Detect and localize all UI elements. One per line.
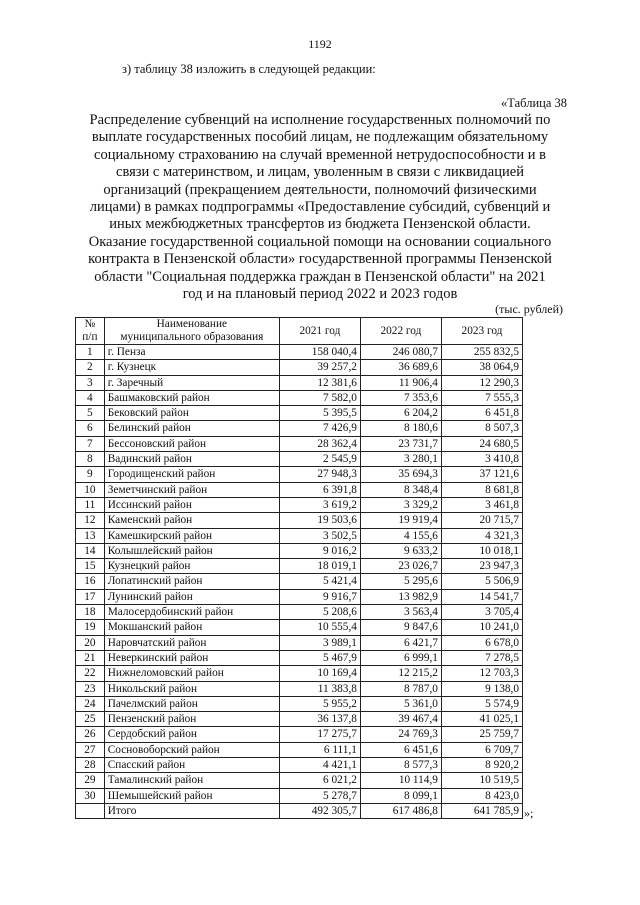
- value-2022: 9 847,6: [360, 620, 441, 635]
- value-2023: 10 018,1: [441, 543, 522, 558]
- value-2023: 38 064,9: [441, 360, 522, 375]
- value-2023: 24 680,5: [441, 436, 522, 451]
- row-number: 23: [76, 681, 105, 696]
- value-2022: 9 633,2: [360, 543, 441, 558]
- value-2023: 255 832,5: [441, 345, 522, 360]
- table-row: [76, 742, 523, 757]
- row-number: 20: [76, 635, 105, 650]
- page-number: 1192: [308, 37, 332, 51]
- municipality-name: Колышлейский район: [104, 543, 279, 558]
- value-2022: 3 563,4: [360, 605, 441, 620]
- value-2021: 5 421,4: [279, 574, 360, 589]
- title-line: выплате государственных пособий лицам, не подлежащим обязательному: [91, 129, 549, 146]
- value-2022: 8 099,1: [360, 788, 441, 803]
- municipality-name: Сосновоборский район: [104, 742, 279, 757]
- table-row: [76, 390, 523, 405]
- value-2023: 10 241,0: [441, 620, 522, 635]
- intro-text: з) таблицу 38 изложить в следующей редакции:: [122, 62, 376, 76]
- value-2021: 11 383,8: [279, 681, 360, 696]
- row-number: 9: [76, 467, 105, 482]
- municipality-name: Лунинский район: [104, 589, 279, 604]
- table-row: [76, 421, 523, 436]
- value-2023: 7 278,5: [441, 650, 522, 665]
- title-line: иных межбюджетных трансфертов из бюджета Пензенской области.: [109, 216, 531, 233]
- closing-quote: »;: [524, 806, 534, 820]
- table-row: [76, 712, 523, 727]
- value-2022: 3 280,1: [360, 452, 441, 467]
- row-number: 11: [76, 497, 105, 512]
- municipality-name: Наровчатский район: [104, 635, 279, 650]
- value-2023: 8 681,8: [441, 482, 522, 497]
- row-number: 10: [76, 482, 105, 497]
- row-number: 19: [76, 620, 105, 635]
- table-row: [76, 482, 523, 497]
- value-2023: 8 920,2: [441, 758, 522, 773]
- municipality-name: Белинский район: [104, 421, 279, 436]
- value-2021: 5 208,6: [279, 605, 360, 620]
- table-row: [76, 467, 523, 482]
- row-number: 12: [76, 513, 105, 528]
- value-2022: 24 769,3: [360, 727, 441, 742]
- value-2022: 23 026,7: [360, 559, 441, 574]
- municipality-name: г. Пенза: [104, 345, 279, 360]
- table-row: [76, 513, 523, 528]
- municipality-name: Нижнеломовский район: [104, 666, 279, 681]
- title-line: контракта в Пензенской области» государственной программы Пензенской: [88, 251, 552, 268]
- value-2023: 9 138,0: [441, 681, 522, 696]
- table-row: [76, 360, 523, 375]
- table-row: [76, 559, 523, 574]
- table-row: [76, 727, 523, 742]
- value-2022: 13 982,9: [360, 589, 441, 604]
- units-note: (тыс. рублей): [495, 302, 563, 316]
- value-2022: 35 694,3: [360, 467, 441, 482]
- municipality-name: Башмаковский район: [104, 390, 279, 405]
- row-number: 25: [76, 712, 105, 727]
- row-number: 5: [76, 406, 105, 421]
- value-2021: 10 169,4: [279, 666, 360, 681]
- title-line: лицами) в рамках подпрограммы «Предоставление субсидий, субвенций и: [89, 199, 551, 216]
- header-2021: 2021 год: [279, 318, 360, 345]
- value-2021: 36 137,8: [279, 712, 360, 727]
- row-number: 17: [76, 589, 105, 604]
- row-number: 8: [76, 452, 105, 467]
- value-2021: 18 019,1: [279, 559, 360, 574]
- value-2023: 3 410,8: [441, 452, 522, 467]
- value-2022: 10 114,9: [360, 773, 441, 788]
- value-2021: 6 391,8: [279, 482, 360, 497]
- value-2022: 8 348,4: [360, 482, 441, 497]
- value-2021: 2 545,9: [279, 452, 360, 467]
- value-2021: 6 021,2: [279, 773, 360, 788]
- row-number: 18: [76, 605, 105, 620]
- row-number: 1: [76, 345, 105, 360]
- value-2022: 4 155,6: [360, 528, 441, 543]
- value-2023: 20 715,7: [441, 513, 522, 528]
- table-header-row: [76, 318, 523, 345]
- value-2021: 7 582,0: [279, 390, 360, 405]
- table-row: [76, 696, 523, 711]
- table-row: [76, 681, 523, 696]
- table-row: [76, 589, 523, 604]
- value-2022: 11 906,4: [360, 375, 441, 390]
- value-2022: 6 421,7: [360, 635, 441, 650]
- title-line: Распределение субвенций на исполнение государственных полномочий по: [89, 112, 551, 128]
- table-row: [76, 650, 523, 665]
- value-2021: 19 503,6: [279, 513, 360, 528]
- value-2023: 3 461,8: [441, 497, 522, 512]
- value-2023: 3 705,4: [441, 605, 522, 620]
- value-2021: 10 555,4: [279, 620, 360, 635]
- table-row: [76, 452, 523, 467]
- municipality-name: г. Заречный: [104, 375, 279, 390]
- table-row: [76, 788, 523, 803]
- value-2022: 12 215,2: [360, 666, 441, 681]
- value-2023: 6 678,0: [441, 635, 522, 650]
- title-line: связи с материнством, и лицам, уволенным в связи с ликвидацией: [116, 164, 524, 181]
- row-number: 15: [76, 559, 105, 574]
- municipality-name: Неверкинский район: [104, 650, 279, 665]
- row-number: 7: [76, 436, 105, 451]
- row-number: 28: [76, 758, 105, 773]
- municipality-name: Иссинский район: [104, 497, 279, 512]
- value-2021: 17 275,7: [279, 727, 360, 742]
- value-2022: 617 486,8: [360, 803, 441, 818]
- row-number: 24: [76, 696, 105, 711]
- municipality-name: Лопатинский район: [104, 574, 279, 589]
- municipality-name: Пачелмский район: [104, 696, 279, 711]
- value-2021: 27 948,3: [279, 467, 360, 482]
- value-2023: 5 506,9: [441, 574, 522, 589]
- table-row: [76, 773, 523, 788]
- row-number: 22: [76, 666, 105, 681]
- value-2021: 3 989,1: [279, 635, 360, 650]
- municipality-name: Сердобский район: [104, 727, 279, 742]
- value-2021: 9 916,7: [279, 589, 360, 604]
- municipality-name: Вадинский район: [104, 452, 279, 467]
- value-2022: 6 204,2: [360, 406, 441, 421]
- value-2021: 12 381,6: [279, 375, 360, 390]
- table-row: [76, 635, 523, 650]
- table-row: [76, 375, 523, 390]
- value-2021: 5 395,5: [279, 406, 360, 421]
- value-2022: 3 329,2: [360, 497, 441, 512]
- value-2021: 5 467,9: [279, 650, 360, 665]
- row-number: 14: [76, 543, 105, 558]
- row-number: 2: [76, 360, 105, 375]
- row-number: 13: [76, 528, 105, 543]
- table-row: [76, 574, 523, 589]
- value-2021: 3 619,2: [279, 497, 360, 512]
- value-2022: 8 787,0: [360, 681, 441, 696]
- value-2021: 9 016,2: [279, 543, 360, 558]
- value-2023: 25 759,7: [441, 727, 522, 742]
- document-title: [60, 112, 580, 303]
- value-2023: 10 519,5: [441, 773, 522, 788]
- row-number: 6: [76, 421, 105, 436]
- value-2023: 23 947,3: [441, 559, 522, 574]
- value-2023: 5 574,9: [441, 696, 522, 711]
- value-2023: 8 507,3: [441, 421, 522, 436]
- value-2021: 3 502,5: [279, 528, 360, 543]
- header-2023: 2023 год: [441, 318, 522, 345]
- subventions-table: [75, 317, 523, 819]
- value-2022: 8 180,6: [360, 421, 441, 436]
- municipality-name: Никольский район: [104, 681, 279, 696]
- title-line: Оказание государственной социальной помощи на основании социального: [88, 233, 552, 250]
- value-2022: 19 919,4: [360, 513, 441, 528]
- value-2022: 39 467,4: [360, 712, 441, 727]
- value-2023: 6 709,7: [441, 742, 522, 757]
- value-2022: 5 295,6: [360, 574, 441, 589]
- table-label: «Таблица 38: [501, 96, 567, 110]
- value-2022: 8 577,3: [360, 758, 441, 773]
- value-2021: 158 040,4: [279, 345, 360, 360]
- value-2023: 41 025,1: [441, 712, 522, 727]
- header-number: № п/п: [76, 318, 105, 345]
- municipality-name: Мокшанский район: [104, 620, 279, 635]
- value-2021: 5 955,2: [279, 696, 360, 711]
- row-number: 3: [76, 375, 105, 390]
- value-2022: 246 080,7: [360, 345, 441, 360]
- municipality-name: Малосердобинский район: [104, 605, 279, 620]
- municipality-name: Каменский район: [104, 513, 279, 528]
- header-2022: 2022 год: [360, 318, 441, 345]
- table-row: [76, 758, 523, 773]
- table-row: [76, 605, 523, 620]
- table-row: [76, 497, 523, 512]
- row-number: 29: [76, 773, 105, 788]
- value-2022: 23 731,7: [360, 436, 441, 451]
- value-2023: 14 541,7: [441, 589, 522, 604]
- value-2022: 5 361,0: [360, 696, 441, 711]
- value-2021: 39 257,2: [279, 360, 360, 375]
- value-2021: 6 111,1: [279, 742, 360, 757]
- municipality-name: Итого: [104, 803, 279, 818]
- municipality-name: Шемышейский район: [104, 788, 279, 803]
- row-number: 30: [76, 788, 105, 803]
- table-row: [76, 666, 523, 681]
- header-municipality: Наименование муниципального образования: [104, 318, 279, 345]
- value-2022: 7 353,6: [360, 390, 441, 405]
- table-row: [76, 620, 523, 635]
- row-number: 27: [76, 742, 105, 757]
- municipality-name: Спасский район: [104, 758, 279, 773]
- value-2021: 28 362,4: [279, 436, 360, 451]
- value-2023: 641 785,9: [441, 803, 522, 818]
- value-2022: 36 689,6: [360, 360, 441, 375]
- title-line: области "Социальная поддержка граждан в Пензенской области" на 2021: [94, 268, 546, 285]
- municipality-name: Бековский район: [104, 406, 279, 421]
- total-row: [76, 803, 523, 818]
- municipality-name: Пензенский район: [104, 712, 279, 727]
- row-number: 16: [76, 574, 105, 589]
- value-2021: 5 278,7: [279, 788, 360, 803]
- table-row: [76, 345, 523, 360]
- municipality-name: г. Кузнецк: [104, 360, 279, 375]
- row-number: 26: [76, 727, 105, 742]
- table-row: [76, 543, 523, 558]
- value-2022: 6 451,6: [360, 742, 441, 757]
- value-2022: 6 999,1: [360, 650, 441, 665]
- value-2021: 492 305,7: [279, 803, 360, 818]
- title-line: организаций (прекращением деятельности, полномочий физическими: [103, 181, 537, 198]
- municipality-name: Земетчинский район: [104, 482, 279, 497]
- table-row: [76, 528, 523, 543]
- value-2023: 12 703,3: [441, 666, 522, 681]
- municipality-name: Кузнецкий район: [104, 559, 279, 574]
- row-number: [76, 803, 105, 818]
- table-row: [76, 436, 523, 451]
- title-line: социальному страхованию на случай временной нетрудоспособности и в: [94, 146, 546, 163]
- value-2023: 12 290,3: [441, 375, 522, 390]
- value-2023: 8 423,0: [441, 788, 522, 803]
- row-number: 4: [76, 390, 105, 405]
- municipality-name: Тамалинский район: [104, 773, 279, 788]
- municipality-name: Бессоновский район: [104, 436, 279, 451]
- value-2021: 7 426,9: [279, 421, 360, 436]
- value-2023: 7 555,3: [441, 390, 522, 405]
- table-body: [76, 345, 523, 819]
- value-2021: 4 421,1: [279, 758, 360, 773]
- municipality-name: Камешкирский район: [104, 528, 279, 543]
- value-2023: 6 451,8: [441, 406, 522, 421]
- row-number: 21: [76, 650, 105, 665]
- table-row: [76, 406, 523, 421]
- title-line: год и на плановый период 2022 и 2023 годов: [182, 286, 458, 303]
- value-2023: 4 321,3: [441, 528, 522, 543]
- value-2023: 37 121,6: [441, 467, 522, 482]
- municipality-name: Городищенский район: [104, 467, 279, 482]
